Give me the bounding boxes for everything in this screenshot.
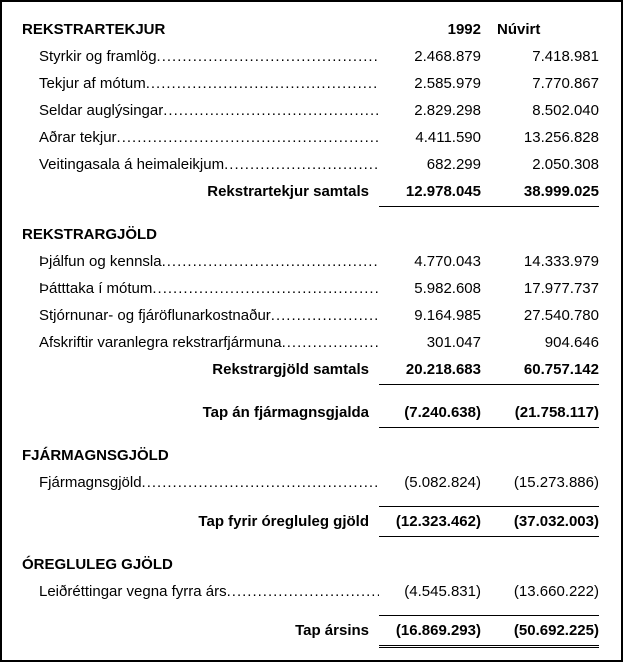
column-header-1992: 1992 [447, 21, 481, 38]
value-1992: (5.082.824) [404, 474, 481, 491]
line-item-row [22, 97, 599, 124]
value-1992: 2.829.298 [414, 102, 481, 119]
dot-leader [227, 578, 379, 605]
value-1992: 4.411.590 [415, 129, 481, 146]
section-row [22, 16, 599, 43]
sum-rule-1992 [379, 496, 481, 507]
section-header-label: REKSTRARGJÖLD [22, 226, 158, 243]
item-label: Afskriftir varanlegra rekstrarfjármuna [39, 334, 282, 351]
total-label: Rekstrartekjur samtals [207, 183, 369, 200]
item-label: Aðrar tekjur [39, 129, 117, 146]
dot-leader [117, 124, 379, 151]
item-label: Seldar auglýsingar [39, 102, 164, 119]
sum-rule-row [22, 496, 599, 508]
dot-leader [282, 329, 379, 356]
value-nuvirt: 8.502.040 [532, 102, 599, 119]
value-1992: (4.545.831) [404, 583, 481, 600]
value-1992: (16.869.293) [379, 617, 481, 648]
value-nuvirt: (13.660.222) [513, 583, 599, 600]
value-nuvirt: (15.273.886) [513, 474, 599, 491]
spacer-row [22, 383, 599, 399]
dot-leader [157, 43, 379, 70]
value-1992: 12.978.045 [379, 178, 481, 207]
item-label: Leiðréttingar vegna fyrra árs [39, 583, 227, 600]
item-label: Fjármagnsgjöld [39, 474, 142, 491]
value-nuvirt: 38.999.025 [481, 178, 599, 207]
line-item-row [22, 302, 599, 329]
item-label: Þjálfun og kennsla [39, 253, 162, 270]
line-item-row [22, 151, 599, 178]
value-nuvirt: 27.540.780 [523, 307, 599, 324]
line-item-row [22, 329, 599, 356]
total-row [22, 178, 599, 205]
value-nuvirt: 2.050.308 [532, 156, 599, 173]
total-row [22, 508, 599, 535]
dot-leader [162, 248, 379, 275]
line-item-row [22, 469, 599, 496]
value-1992: 2.468.879 [414, 48, 481, 65]
section-row [22, 221, 599, 248]
value-nuvirt: (21.758.117) [481, 399, 599, 428]
value-nuvirt: 14.333.979 [523, 253, 599, 270]
value-nuvirt: 60.757.142 [481, 356, 599, 385]
value-nuvirt: (50.692.225) [481, 617, 599, 648]
dot-leader [142, 469, 379, 496]
item-label: Stjórnunar- og fjáröflunarkostnaður [39, 307, 271, 324]
value-nuvirt: (37.032.003) [481, 508, 599, 537]
value-1992: 2.585.979 [414, 75, 481, 92]
line-item-row [22, 70, 599, 97]
value-nuvirt: 7.418.981 [532, 48, 599, 65]
dot-leader [152, 275, 379, 302]
total-label: Tap fyrir óregluleg gjöld [198, 513, 369, 530]
section-header-label: FJÁRMAGNSGJÖLD [22, 447, 169, 464]
value-1992: 301.047 [426, 334, 481, 351]
section-row [22, 551, 599, 578]
section-row [22, 442, 599, 469]
line-item-row [22, 124, 599, 151]
statement-rows [22, 16, 599, 644]
value-1992: 20.218.683 [379, 356, 481, 385]
column-header-nuvirt: Núvirt [497, 21, 541, 38]
sum-rule-nuvirt [481, 605, 599, 616]
total-label: Tap ársins [295, 622, 369, 639]
line-item-row [22, 578, 599, 605]
item-label: Styrkir og framlög [39, 48, 157, 65]
dot-leader [271, 302, 379, 329]
item-label: Þátttaka í mótum [39, 280, 153, 297]
line-item-row [22, 275, 599, 302]
value-1992: 9.164.985 [414, 307, 481, 324]
spacer-row [22, 205, 599, 221]
sum-rule-nuvirt [481, 496, 599, 507]
value-1992: (7.240.638) [379, 399, 481, 428]
item-label: Tekjur af mótum [39, 75, 146, 92]
value-nuvirt: 17.977.737 [523, 280, 599, 297]
dot-leader [146, 70, 379, 97]
total-row [22, 356, 599, 383]
spacer-row [22, 426, 599, 442]
section-header-label: ÓREGLULEG GJÖLD [22, 556, 173, 573]
total-label: Rekstrargjöld samtals [212, 361, 369, 378]
item-label: Veitingasala á heimaleikjum [39, 156, 225, 173]
dot-leader [163, 97, 379, 124]
sum-rule-row [22, 605, 599, 617]
total-row [22, 399, 599, 426]
total-row [22, 617, 599, 644]
value-nuvirt: 7.770.867 [532, 75, 599, 92]
value-1992: (12.323.462) [379, 508, 481, 537]
value-nuvirt: 13.256.828 [523, 129, 599, 146]
line-item-row [22, 248, 599, 275]
total-label: Tap án fjármagnsgjalda [202, 404, 369, 421]
sum-rule-1992 [379, 605, 481, 616]
value-1992: 5.982.608 [414, 280, 481, 297]
value-1992: 4.770.043 [414, 253, 481, 270]
value-nuvirt: 904.646 [544, 334, 599, 351]
dot-leader [224, 151, 379, 178]
line-item-row [22, 43, 599, 70]
section-header-label: REKSTRARTEKJUR [22, 21, 166, 38]
value-1992: 682.299 [426, 156, 481, 173]
spacer-row [22, 535, 599, 551]
